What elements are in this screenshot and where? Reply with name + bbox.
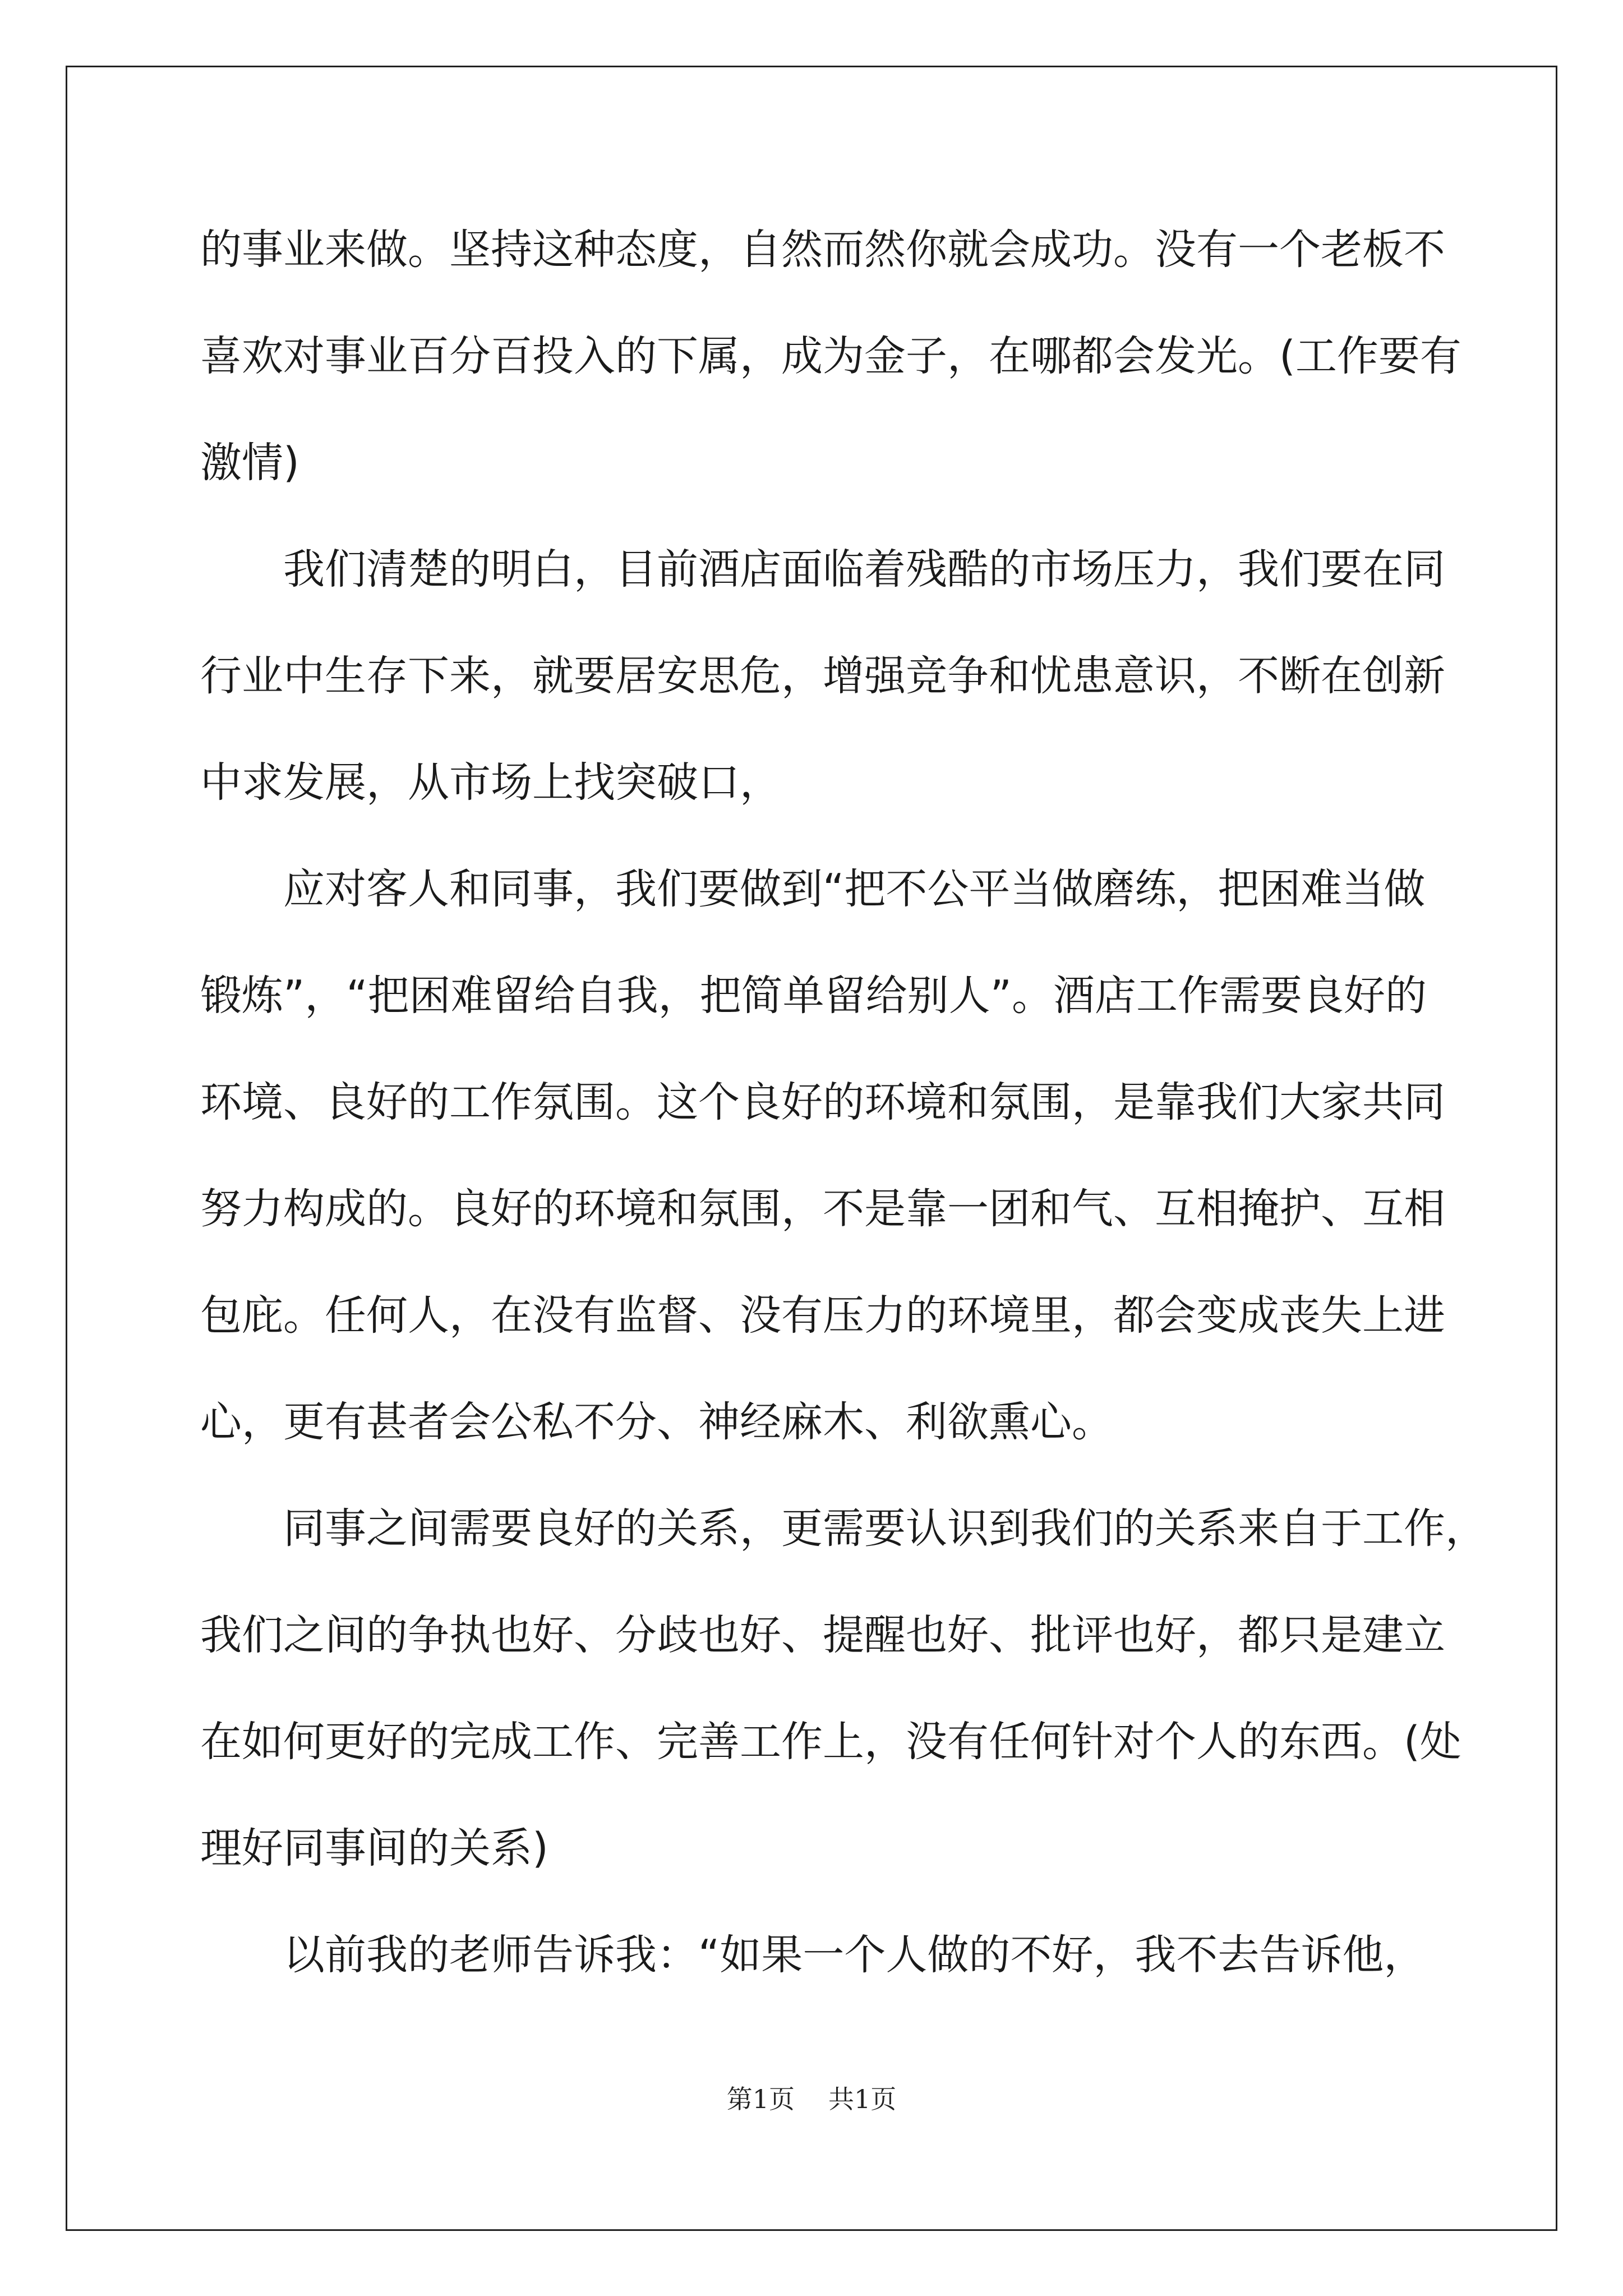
text-line: 包庇。任何人，在没有监督、没有压力的环境里，都会变成丧失上进 xyxy=(200,1291,1445,1340)
page-footer xyxy=(0,2082,1623,2116)
document-body xyxy=(200,196,1487,2008)
text-line: 环境、良好的工作氛围。这个良好的环境和氛围，是靠我们大家共同 xyxy=(200,1078,1445,1126)
text-line: 锻炼”，“把困难留给自我，把简单留给别人”。酒店工作需要良好的 xyxy=(200,972,1427,1020)
text-line: 我们清楚的明白，目前酒店面临着残酷的市场压力，我们要在同 xyxy=(283,545,1445,593)
paragraph-1 xyxy=(200,196,1461,516)
text-line: 同事之间需要良好的关系，更需要认识到我们的关系来自于工作， xyxy=(283,1504,1487,1553)
paragraph-4 xyxy=(200,1475,1487,1902)
text-line: 在如何更好的完成工作、完善工作上，没有任何针对个人的东西。(处 xyxy=(200,1718,1461,1766)
page-number: 第1页 xyxy=(726,2084,795,2114)
text-line: 喜欢对事业百分百投入的下属，成为金子，在哪都会发光。(工作要有 xyxy=(200,332,1461,380)
text-line: 我们之间的争执也好、分歧也好、提醒也好、批评也好，都只是建立 xyxy=(200,1611,1445,1659)
text-line: 激情) xyxy=(200,439,299,487)
paragraph-5 xyxy=(200,1902,1428,2008)
text-line: 应对客人和同事，我们要做到“把不公平当做磨练，把困难当做 xyxy=(283,865,1426,913)
paragraph-2 xyxy=(200,516,1445,836)
text-line: 理好同事间的关系) xyxy=(200,1824,548,1872)
text-line: 以前我的老师告诉我：“如果一个人做的不好，我不去告诉他， xyxy=(283,1931,1426,1979)
text-line: 中求发展，从市场上找突破口， xyxy=(200,758,781,807)
text-line: 努力构成的。良好的环境和氛围，不是靠一团和气、互相掩护、互相 xyxy=(200,1185,1445,1233)
page-total: 共1页 xyxy=(828,2084,897,2114)
text-line: 行业中生存下来，就要居安思危，增强竞争和忧患意识，不断在创新 xyxy=(200,652,1445,700)
text-line: 的事业来做。坚持这种态度，自然而然你就会成功。没有一个老板不 xyxy=(200,226,1445,274)
text-line: 心，更有甚者会公私不分、神经麻木、利欲熏心。 xyxy=(200,1398,1113,1446)
paragraph-3 xyxy=(200,836,1445,1475)
